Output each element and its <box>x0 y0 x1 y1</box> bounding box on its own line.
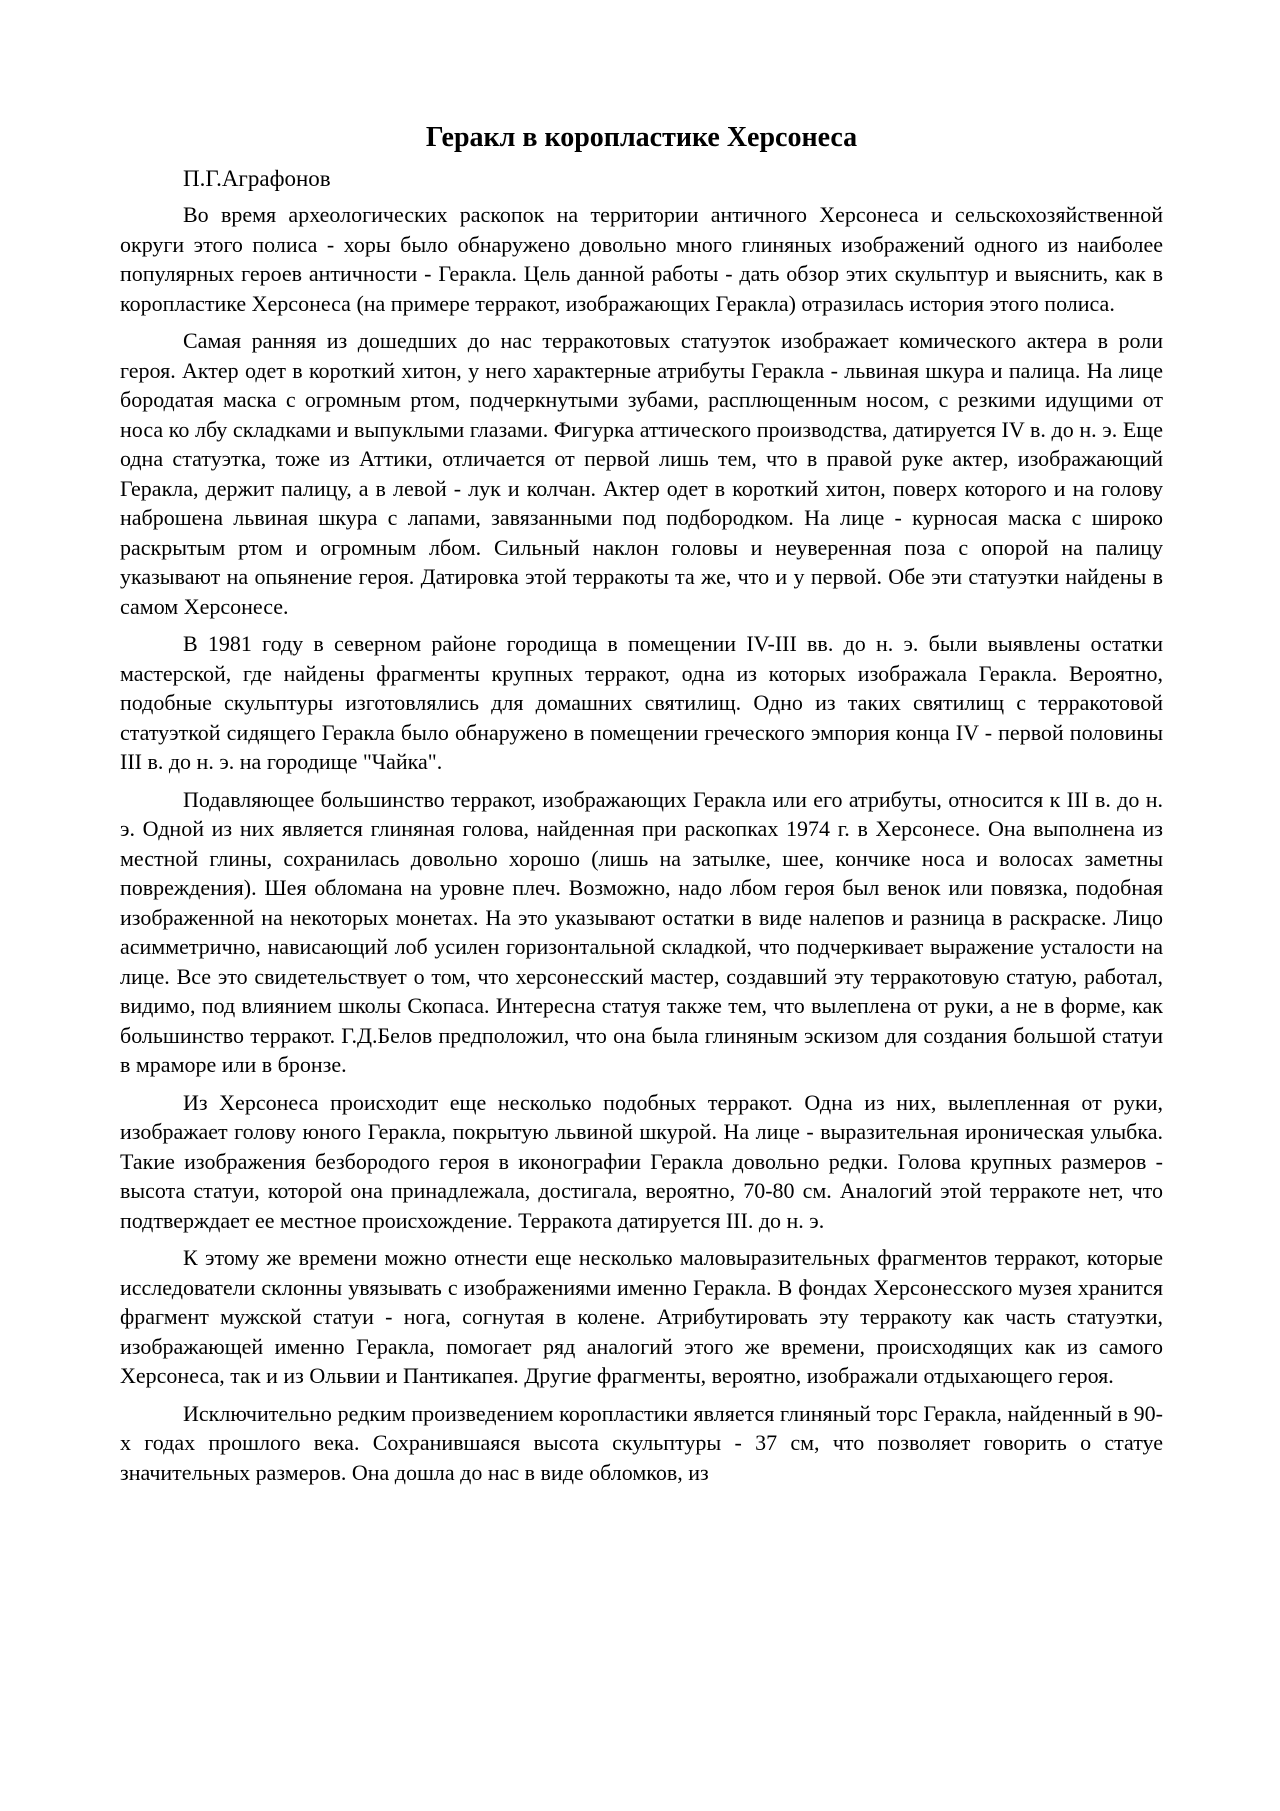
page-title: Геракл в коропластике Херсонеса <box>425 122 858 153</box>
paragraph-6: К этому же времени можно отнести еще несколько маловыразительных фрагментов терракот, которые исследователи склонны увязывать с изображениями именно Геракла. В фондах Херсонесского музея хранится фрагмент мужской статуи - нога, согнутая в колене. Атрибутировать эту терракоту как часть статуэтки, изображающей именно Геракла, помогает ряд аналогий этого же времени, происходящих как из самого Херсонеса, так и из Ольвии и Пантикапея. Другие фрагменты, вероятно, изображали отдыхающего героя. <box>120 1245 1163 1388</box>
paragraph-5: Из Херсонеса происходит еще несколько подобных терракот. Одна из них, вылепленная от руки, изображает голову юного Геракла, покрытую львиной шкурой. На лице - выразительная ироническая улыбка. Такие изображения безбородого героя в иконографии Геракла довольно редки. Голова крупных размеров - высота статуи, которой она принадлежала, достигала, вероятно, 70-80 см. Аналогий этой терракоте нет, что подтверждает ее местное происхождение. Терракота датируется III. до н. э. <box>120 1089 1163 1233</box>
paragraph-1: Во время археологических раскопок на территории античного Херсонеса и сельскохозяйственной округи этого полиса - хоры было обнаружено довольно много глиняных изображений одного из наиболее популярных героев античности - Геракла. Цель данной работы - дать обзор этих скульптур и выяснить, как в коропластике Херсонеса (на примере терракот, изображающих Геракла) отразилась история этого полиса. <box>120 202 1163 316</box>
page-content <box>120 118 1163 1495</box>
paragraph-4: Подавляющее большинство терракот, изображающих Геракла или его атрибуты, относится к III в. до н. э. Одной из них является глиняная голова, найденная при раскопках 1974 г. в Херсонесе. Она выполнена из местной глины, сохранилась довольно хорошо (лишь на затылке, шее, кончике носа и волосах заметны повреждения). Шея обломана на уровне плеч. Возможно, надо лбом героя был венок или повязка, подобная изображенной на некоторых монетах. На это указывают остатки в виде налепов и разница в раскраске. Лицо асимметрично, нависающий лоб усилен горизонтальной складкой, что подчеркивает выражение усталости на лице. Все это свидетельствует о том, что херсонесский мастер, создавший эту терракотовую статую, работал, видимо, под влиянием школы Скопаса. Интересна статуя также тем, что вылеплена от руки, а не в форме, как большинство терракот. Г.Д.Белов предположил, что она была глиняным эскизом для создания большой статуи в мраморе или в бронзе. <box>120 786 1163 1077</box>
paragraph-3: В 1981 году в северном районе городища в помещении IV-III вв. до н. э. были выявлены остатки мастерской, где найдены фрагменты крупных терракот, одна из которых изображала Геракла. Вероятно, подобные скульптуры изготовлялись для домашних святилищ. Одно из таких святилищ с терракотовой статуэткой сидящего Геракла было обнаружено в помещении греческого эмпория конца IV - первой половины III в. до н. э. на городище "Чайка". <box>120 631 1163 774</box>
author-name: П.Г.Аграфонов <box>183 166 331 191</box>
paragraph-7: Исключительно редким произведением коропластики является глиняный торс Геракла, найденный в 90-х годах прошлого века. Сохранившаяся высота скульптуры - 37 см, что позволяет говорить о статуе значительных размеров. Она дошла до нас в виде обломков, из <box>120 1400 1163 1485</box>
paragraph-2: Самая ранняя из дошедших до нас терракотовых статуэток изображает комического актера в роли героя. Актер одет в короткий хитон, у него характерные атрибуты Геракла - львиная шкура и палица. На лице бородатая маска с огромным ртом, подчеркнутыми зубами, расплющенным носом, с резкими идущими от носа ко лбу складками и выпуклыми глазами. Фигурка аттического производства, датируется IV в. до н. э. Еще одна статуэтка, тоже из Аттики, отличается от первой лишь тем, что в правой руке актер, изображающий Геракла, держит палицу, а в левой - лук и колчан. Актер одет в короткий хитон, поверх которого и на голову наброшена львиная шкура с лапами, завязанными под подбородком. На лице - курносая маска с широко раскрытым ртом и огромным лбом. Сильный наклон головы и неуверенная поза с опорой на палицу указывают на опьянение героя. Датировка этой терракоты та же, что и у первой. Обе эти статуэтки найдены в самом Херсонесе. <box>120 328 1163 619</box>
